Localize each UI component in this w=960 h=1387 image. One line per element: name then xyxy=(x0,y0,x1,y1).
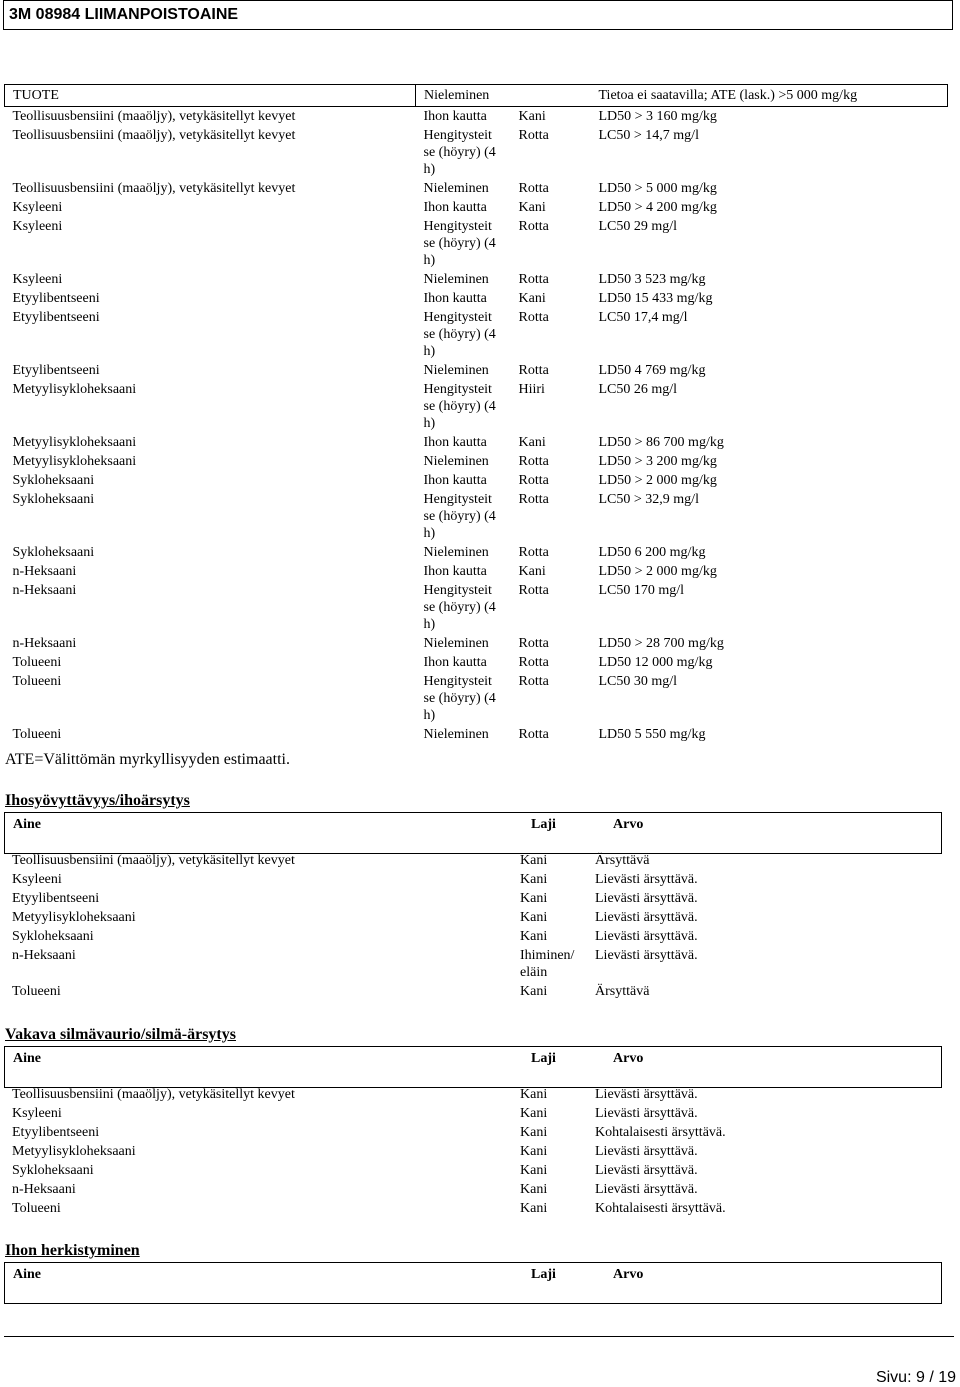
table-row xyxy=(5,562,948,581)
column-header-value: Arvo xyxy=(613,817,644,832)
value-cell: LD50 > 5 000 mg/kg xyxy=(598,181,717,196)
substance-cell: Teollisuusbensiini (maaöljy), vetykäsitellyt kevyet xyxy=(12,181,296,196)
value-cell: LD50 15 433 mg/kg xyxy=(598,291,713,306)
substance-cell: Etyylibentseeni xyxy=(12,310,100,325)
species-cell: Ihiminen/ eläin xyxy=(520,948,575,980)
substance-cell: Metyylisykloheksaani xyxy=(12,910,136,925)
value-cell: LD50 > 2 000 mg/kg xyxy=(598,473,717,488)
species-cell: Kani xyxy=(520,1201,548,1216)
value-cell: Ärsyttävä xyxy=(595,984,650,999)
value-cell: Lievästi ärsyttävä. xyxy=(595,891,698,906)
route-cell: Ihon kautta xyxy=(423,200,487,215)
species-cell: Rotta xyxy=(518,454,549,469)
substance-cell: Ksyleeni xyxy=(12,219,63,234)
value-cell: Kohtalaisesti ärsyttävä. xyxy=(595,1201,726,1216)
product-route: Nieleminen xyxy=(416,85,511,107)
route-cell: Nieleminen xyxy=(423,454,489,469)
ate-note: ATE=Välittömän myrkyllisyyden estimaatti. xyxy=(5,751,290,768)
substance-cell: Ksyleeni xyxy=(12,1106,62,1121)
value-cell: LD50 > 3 160 mg/kg xyxy=(598,109,717,124)
substance-cell: Tolueeni xyxy=(12,727,62,742)
table-row xyxy=(4,947,948,983)
value-cell: LC50 > 32,9 mg/l xyxy=(598,492,699,507)
table-row xyxy=(5,653,948,672)
value-cell: LD50 > 2 000 mg/kg xyxy=(598,564,717,579)
substance-cell: Tolueeni xyxy=(12,674,62,689)
substance-cell: Sykloheksaani xyxy=(12,492,95,507)
substance-cell: Teollisuusbensiini (maaöljy), vetykäsitellyt kevyet xyxy=(12,1087,295,1102)
route-cell: Nieleminen xyxy=(423,363,489,378)
substance-cell: Metyylisykloheksaani xyxy=(12,454,137,469)
substance-cell: Tolueeni xyxy=(12,1201,61,1216)
route-cell: Hengitysteit se (höyry) (4 h) xyxy=(423,128,496,177)
table-row xyxy=(4,890,948,909)
species-cell: Kani xyxy=(520,984,548,999)
route-cell: Hengitysteit se (höyry) (4 h) xyxy=(423,492,496,541)
species-cell: Rotta xyxy=(518,674,549,689)
route-cell: Nieleminen xyxy=(423,545,489,560)
table-row xyxy=(5,308,948,361)
table-row xyxy=(4,1143,948,1162)
value-cell: LD50 12 000 mg/kg xyxy=(598,655,713,670)
route-cell: Ihon kautta xyxy=(423,291,487,306)
table-row xyxy=(5,543,948,562)
route-cell: Ihon kautta xyxy=(423,564,487,579)
substance-cell: n-Heksaani xyxy=(12,636,77,651)
table-row xyxy=(4,871,948,890)
substance-cell: Tolueeni xyxy=(12,655,62,670)
table-row xyxy=(4,983,948,1002)
species-cell: Kani xyxy=(518,435,546,450)
route-cell: Hengitysteit se (höyry) (4 h) xyxy=(423,674,496,723)
table-row xyxy=(5,361,948,380)
substance-cell: n-Heksaani xyxy=(12,1182,76,1197)
species-cell: Kani xyxy=(520,853,548,868)
eye-irritation-header-box xyxy=(4,1046,942,1088)
substance-cell: Teollisuusbensiini (maaöljy), vetykäsitellyt kevyet xyxy=(12,853,295,868)
value-cell: Lievästi ärsyttävä. xyxy=(595,910,698,925)
species-cell: Kani xyxy=(520,1182,548,1197)
value-cell: LD50 > 4 200 mg/kg xyxy=(598,200,717,215)
value-cell: LC50 29 mg/l xyxy=(598,219,678,234)
route-cell: Nieleminen xyxy=(423,181,489,196)
value-cell: LD50 > 86 700 mg/kg xyxy=(598,435,724,450)
route-cell: Ihon kautta xyxy=(423,109,487,124)
substance-cell: Metyylisykloheksaani xyxy=(12,382,137,397)
species-cell: Kani xyxy=(518,291,546,306)
route-cell: Hengitysteit se (höyry) (4 h) xyxy=(423,310,496,359)
table-row xyxy=(5,270,948,289)
species-cell: Kani xyxy=(520,1125,548,1140)
table-row xyxy=(5,471,948,490)
value-cell: LC50 26 mg/l xyxy=(598,382,678,397)
species-cell: Rotta xyxy=(518,181,549,196)
species-cell: Rotta xyxy=(518,473,549,488)
eye-irritation-heading: Vakava silmävaurio/silmä-ärsytys xyxy=(5,1026,236,1043)
table-row xyxy=(4,1181,948,1200)
table-row xyxy=(5,107,948,127)
value-cell: Kohtalaisesti ärsyttävä. xyxy=(595,1125,726,1140)
value-cell: Lievästi ärsyttävä. xyxy=(595,1106,698,1121)
substance-cell: Etyylibentseeni xyxy=(12,891,100,906)
value-cell: Lievästi ärsyttävä. xyxy=(595,1182,698,1197)
table-row xyxy=(5,126,948,179)
product-label: TUOTE xyxy=(5,85,416,107)
substance-cell: Metyylisykloheksaani xyxy=(12,1144,136,1159)
species-cell: Rotta xyxy=(518,636,549,651)
table-row xyxy=(5,179,948,198)
species-cell: Kani xyxy=(518,564,546,579)
substance-cell: Sykloheksaani xyxy=(12,473,95,488)
substance-cell: n-Heksaani xyxy=(12,948,76,963)
eye-irritation-table xyxy=(4,1086,948,1219)
substance-cell: Tolueeni xyxy=(12,984,61,999)
species-cell: Kani xyxy=(520,1163,548,1178)
skin-irritation-header-box xyxy=(4,812,942,854)
column-header-substance: Aine xyxy=(13,817,41,832)
species-cell: Kani xyxy=(520,929,548,944)
product-species xyxy=(511,85,591,107)
species-cell: Rotta xyxy=(518,583,549,598)
table-row xyxy=(5,198,948,217)
species-cell: Hiiri xyxy=(518,382,545,397)
value-cell: LC50 30 mg/l xyxy=(598,674,678,689)
substance-cell: Etyylibentseeni xyxy=(12,291,100,306)
value-cell: LD50 4 769 mg/kg xyxy=(598,363,706,378)
route-cell: Ihon kautta xyxy=(423,473,487,488)
species-cell: Kani xyxy=(520,872,548,887)
table-row xyxy=(5,217,948,270)
column-header-species: Laji xyxy=(531,1267,556,1282)
species-cell: Rotta xyxy=(518,655,549,670)
column-header-value: Arvo xyxy=(613,1267,644,1282)
table-row xyxy=(4,909,948,928)
value-cell: Lievästi ärsyttävä. xyxy=(595,1087,698,1102)
substance-cell: n-Heksaani xyxy=(12,583,77,598)
substance-cell: Ksyleeni xyxy=(12,872,62,887)
substance-cell: Teollisuusbensiini (maaöljy), vetykäsitellyt kevyet xyxy=(12,109,296,124)
column-header-species: Laji xyxy=(531,817,556,832)
substance-cell: Metyylisykloheksaani xyxy=(12,435,137,450)
species-cell: Rotta xyxy=(518,492,549,507)
table-row xyxy=(5,490,948,543)
product-value: Tietoa ei saatavilla; ATE (lask.) >5 000 mg/kg xyxy=(591,85,948,107)
species-cell: Kani xyxy=(518,109,546,124)
value-cell: LC50 170 mg/l xyxy=(598,583,685,598)
species-cell: Kani xyxy=(520,1087,548,1102)
table-row xyxy=(4,1200,948,1219)
species-cell: Kani xyxy=(518,200,546,215)
route-cell: Nieleminen xyxy=(423,727,489,742)
table-row xyxy=(4,1105,948,1124)
column-header-substance: Aine xyxy=(13,1267,41,1282)
document-title-bar xyxy=(3,0,953,30)
table-row xyxy=(5,581,948,634)
substance-cell: n-Heksaani xyxy=(12,564,77,579)
substance-cell: Etyylibentseeni xyxy=(12,1125,100,1140)
route-cell: Ihon kautta xyxy=(423,435,487,450)
acute-toxicity-table xyxy=(4,84,948,744)
table-row xyxy=(4,1162,948,1181)
table-row xyxy=(5,725,948,744)
table-row xyxy=(4,1124,948,1143)
table-row xyxy=(5,452,948,471)
value-cell: LC50 17,4 mg/l xyxy=(598,310,688,325)
species-cell: Kani xyxy=(520,910,548,925)
value-cell: Lievästi ärsyttävä. xyxy=(595,872,698,887)
skin-sensitization-header-box xyxy=(4,1262,942,1304)
value-cell: LC50 > 14,7 mg/l xyxy=(598,128,699,143)
route-cell: Nieleminen xyxy=(423,272,489,287)
species-cell: Rotta xyxy=(518,545,549,560)
table-row xyxy=(5,289,948,308)
value-cell: LD50 5 550 mg/kg xyxy=(598,727,706,742)
substance-cell: Sykloheksaani xyxy=(12,929,94,944)
route-cell: Nieleminen xyxy=(423,636,489,651)
substance-cell: Sykloheksaani xyxy=(12,545,95,560)
value-cell: LD50 > 28 700 mg/kg xyxy=(598,636,724,651)
value-cell: LD50 6 200 mg/kg xyxy=(598,545,706,560)
table-row xyxy=(5,672,948,725)
value-cell: Lievästi ärsyttävä. xyxy=(595,1144,698,1159)
value-cell: Lievästi ärsyttävä. xyxy=(595,929,698,944)
table-row xyxy=(4,1086,948,1105)
species-cell: Rotta xyxy=(518,310,549,325)
value-cell: LD50 3 523 mg/kg xyxy=(598,272,706,287)
species-cell: Rotta xyxy=(518,272,549,287)
substance-cell: Teollisuusbensiini (maaöljy), vetykäsitellyt kevyet xyxy=(12,128,296,143)
column-header-substance: Aine xyxy=(13,1051,41,1066)
substance-cell: Etyylibentseeni xyxy=(12,363,100,378)
document-title: 3M 08984 LIIMANPOISTOAINE xyxy=(9,6,239,23)
species-cell: Rotta xyxy=(518,727,549,742)
table-row xyxy=(5,380,948,433)
substance-cell: Ksyleeni xyxy=(12,200,63,215)
product-row xyxy=(5,85,948,107)
value-cell: Lievästi ärsyttävä. xyxy=(595,1163,698,1178)
footer-divider xyxy=(4,1336,954,1337)
skin-irritation-heading: Ihosyövyttävyys/ihoärsytys xyxy=(5,792,190,809)
substance-cell: Sykloheksaani xyxy=(12,1163,94,1178)
species-cell: Rotta xyxy=(518,363,549,378)
page-number: Sivu: 9 / 19 xyxy=(875,1369,956,1386)
column-header-species: Laji xyxy=(531,1051,556,1066)
species-cell: Kani xyxy=(520,1106,548,1121)
skin-sensitization-heading: Ihon herkistyminen xyxy=(5,1242,140,1259)
table-row xyxy=(4,928,948,947)
substance-cell: Ksyleeni xyxy=(12,272,63,287)
route-cell: Ihon kautta xyxy=(423,655,487,670)
value-cell: Ärsyttävä xyxy=(595,853,650,868)
route-cell: Hengitysteit se (höyry) (4 h) xyxy=(423,382,496,431)
species-cell: Rotta xyxy=(518,219,549,234)
table-row xyxy=(5,634,948,653)
route-cell: Hengitysteit se (höyry) (4 h) xyxy=(423,583,496,632)
species-cell: Kani xyxy=(520,891,548,906)
species-cell: Kani xyxy=(520,1144,548,1159)
column-header-value: Arvo xyxy=(613,1051,644,1066)
route-cell: Hengitysteit se (höyry) (4 h) xyxy=(423,219,496,268)
table-row xyxy=(5,433,948,452)
table-row xyxy=(4,852,948,871)
value-cell: LD50 > 3 200 mg/kg xyxy=(598,454,717,469)
skin-irritation-table xyxy=(4,852,948,1002)
value-cell: Lievästi ärsyttävä. xyxy=(595,948,698,963)
species-cell: Rotta xyxy=(518,128,549,143)
